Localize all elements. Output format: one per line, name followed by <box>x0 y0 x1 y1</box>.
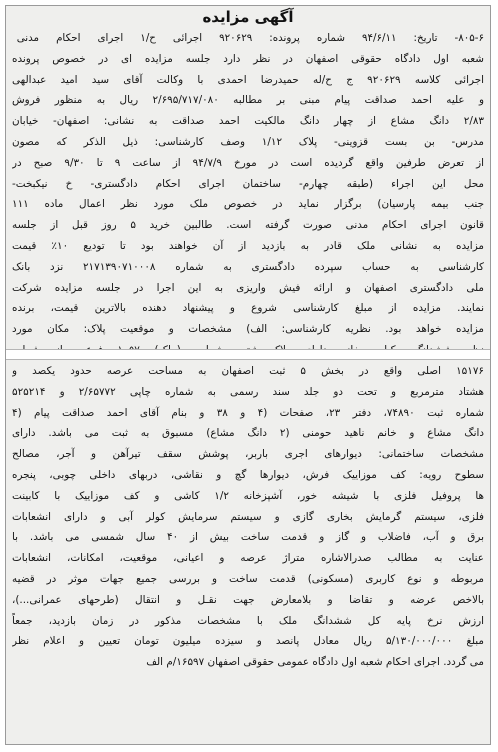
text-line: بالاخص عرضه و تقاضا و بلامعارض جهت نقـل و انتقال (طرحهای عمرانی...)، <box>12 593 484 606</box>
text-line: ۲/۸۳ دانگ مشاع از چهار دانگ مالکیت احمد صداقت به نشانی: اصفهان- خیابان <box>12 115 484 128</box>
text-line: سطوح رویه: کف موزاییک فرش، دیوارها گچ و نقاشی، دربهای داخلی چوبی، پنجره <box>12 468 484 481</box>
notice-clipping <box>5 5 491 745</box>
text-line: محل این اجراء (طبقه چهارم- ساختمان اجرای احکام دادگستری- خ نیکبخت- <box>12 177 484 190</box>
text-line: از تعرض طرفین واقع گردیده است در مورخ ۹۴/۷/۹ از ساعت ۹ تا ۹/۳۰ صبح در <box>12 156 484 169</box>
text-line: می گردد. اجرای احکام شعبه اول دادگاه عمومی حقوقی اصفهان ۱۶۵۹۷/م الف <box>146 656 484 669</box>
text-line: شعبه اول دادگاه حقوقی اصفهان در نظر دارد جلسه مزایده ای در خصوص پرونده <box>12 52 484 65</box>
text-line: جنب بیمه پارسیان) برگزار نماید در خصوص ملک مورد نظر اعمال ماده ۱۱۱ <box>12 198 484 211</box>
notice-body-part-2 <box>12 361 484 673</box>
text-line: مزایده به نشانی ملک قادر به بازدید از آن خواهند بود تا توديع ۱۰٪ قیمت <box>12 239 484 252</box>
text-line: و علیه احمد صداقت پیام مبنی بر مطالبه ۲/۶۹۵/۷۱۷/۰۸۰ ریال به منظور فروش <box>12 94 484 107</box>
text-line: اجرائی کلاسه ۹۲۰۶۲۹ ج ح/له حمیدرضا احمدی با وکالت آقای سید امید عبدالهی <box>12 73 484 86</box>
text-line: برق و آب، فاضلاب و گاز و قدمت ساخت بیش از ۴۰ سال شمسی می باشد. با <box>12 531 484 544</box>
text-line: هشتاد مترمربع و تحت دو جلد سند رسمی به شماره چاپی ۲/۶۵۷۷۲ و ۵۲۵۲۱۴ <box>12 385 484 398</box>
text-line: فلزی، سیستم گرمایش بخاری گازی و سیستم سرمایش کولر آبی و دارای انشعابات <box>12 510 484 523</box>
text-line: دانگ مشاع و خانم ناهید حومنی (۲ دانگ مشاع) مسبوق به ثبت می باشد. دارای <box>12 427 484 440</box>
notice-body-part-1 <box>12 28 484 361</box>
text-line: مزایده خواهد بود. نظریه کارشناسی: الف) مشخصات و موقعیت پلاک: مکان مورد <box>12 323 484 336</box>
text-line: مبلغ ۵/۱۳۰/۰۰۰/۰۰۰ ریال معادل پانصد و سیزده میلیون تومان تعیین و اعلام نظر <box>12 635 484 648</box>
text-line: مدرس- بن بست قزوینی- پلاک ۱/۱۲ وصف کارشناسی: ذیل الذکر که مصون <box>12 135 484 148</box>
column-cut-divider <box>6 349 490 360</box>
text-line: ملی دادگستری اصفهان و ارائه فیش واریزی به این اجرا در جلسه مزایده شرکت <box>12 281 484 294</box>
notice-title: آگهی مزایده <box>202 8 294 26</box>
text-line: ۱۵۱۷۶ اصلی واقع در بخش ۵ ثبت اصفهان به مساحت عرصه حدود یکصد و <box>12 365 484 377</box>
text-line: عنایت به مطالب صدرالاشاره متراژ عرصه و اعیانی، موقعیت، امکانات، انشعابات <box>12 552 484 565</box>
text-line: ارزش نرخ پایه کل ششدانگ ملک با مشخصات مذکور در زمان بازدید، جمعاً <box>12 614 484 627</box>
text-line: نمایند. مزایده از مبلغ کارشناسی شروع و پیشنهاد دهنده بالاترین قیمت، برنده <box>12 302 484 315</box>
text-line: مربوطه و نوع کاربری (مسکونی) قدمت ساخت و بررسی جمیع جهات موثر در قضیه <box>12 572 484 585</box>
text-line: قانون اجرای احکام مدنی صورت گرفته است. طالبین خرید ۵ روز قبل از جلسه <box>12 219 484 232</box>
text-line: ۸۰۵-۶- تاریخ: ۹۴/۶/۱۱ شماره پرونده: ۹۲۰۶۲۹ اجرائی ح/۱ اجرای احکام مدنی <box>16 32 484 44</box>
text-line: مشخصات ساختمانی: دیوارهای اجری باربر، پوشش سقف تیرآهن و آجر، مصالح <box>12 448 484 461</box>
text-line: شماره ثبت ۷۴۸۹۰، دفتر ۲۳، صفحات (۴ و ۳۸ و بنام آقای احمد صداقت پیام (۴ <box>12 406 484 419</box>
text-line: کارشناسی به حساب سپرده دادگستری به شماره ۲۱۷۱۳۹۰۷۱۰۰۰۸ نزد بانک <box>12 260 484 273</box>
text-line: ها پروفیل فلزی با شیشه خور، آشپزخانه ۱/۲ کاشی و کف موزاییک با کابینت <box>12 489 484 502</box>
